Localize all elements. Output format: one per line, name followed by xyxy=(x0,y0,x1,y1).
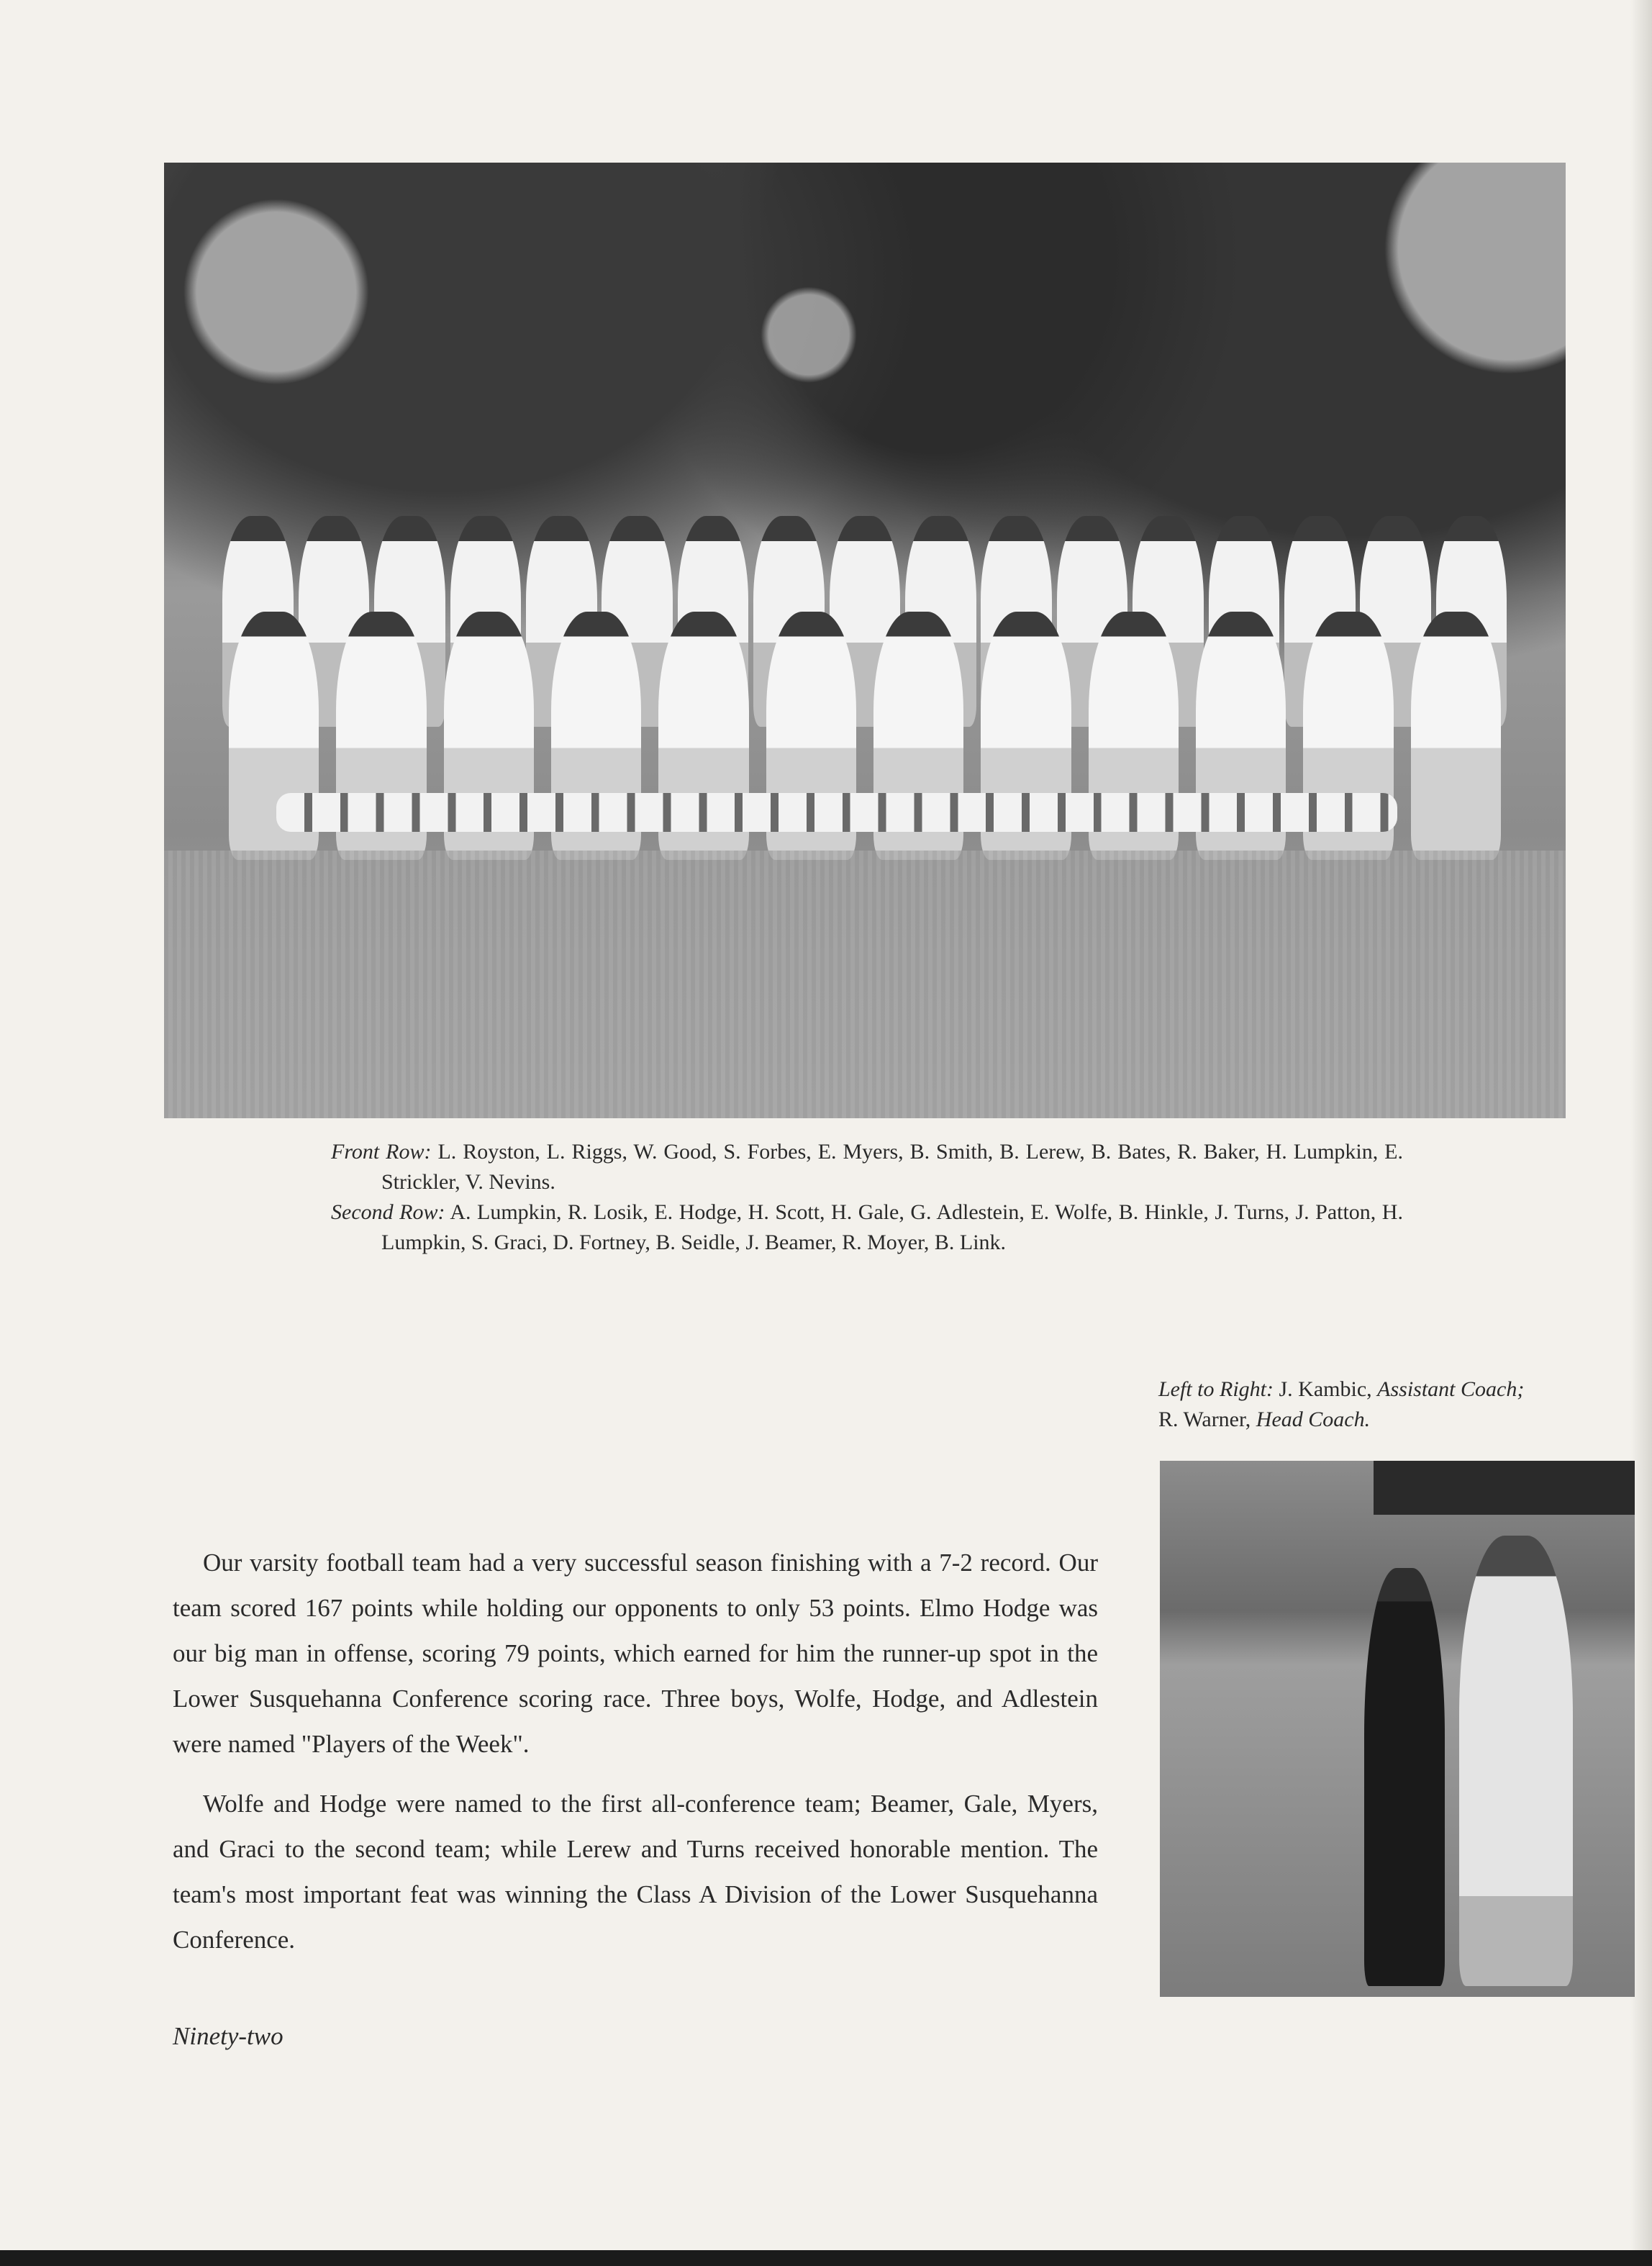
article-body xyxy=(173,1540,1098,1977)
second-row-label: Second Row: xyxy=(331,1200,445,1224)
helmets-row xyxy=(276,793,1397,831)
coach-photo-caption xyxy=(1158,1374,1619,1435)
second-row-caption xyxy=(331,1197,1403,1258)
coach-role-2: Head Coach. xyxy=(1256,1408,1371,1431)
coach-role-1: Assistant Coach; xyxy=(1377,1377,1525,1401)
front-row-names: L. Royston, L. Riggs, W. Good, S. Forbes, E. Myers, B. Smith, B. Lerew, B. Bates, R. Baker, H. Lumpkin, E. Strickler, V. Nevins. xyxy=(381,1140,1404,1194)
player xyxy=(1411,612,1501,860)
photo-grass xyxy=(164,851,1566,1118)
coach-name-1: J. Kambic, xyxy=(1279,1377,1372,1401)
scoreboard xyxy=(1374,1461,1635,1515)
coach-caption-line-2 xyxy=(1158,1405,1619,1435)
page-number: Ninety-two xyxy=(173,2022,283,2050)
coach-caption-line-1 xyxy=(1158,1374,1619,1405)
second-row-names: A. Lumpkin, R. Losik, E. Hodge, H. Scott, H. Gale, G. Adlestein, E. Wolfe, B. Hinkle, J. Turns, J. Patton, H. Lumpkin, S. Graci, D. Fortney, B. Seidle, J. Beamer, R. Moyer, B. Link. xyxy=(381,1200,1403,1254)
coach-name-2: R. Warner, xyxy=(1158,1408,1251,1431)
body-paragraph-2: Wolfe and Hodge were named to the first all-conference team; Beamer, Gale, Myers, and Graci to the second team; while Lerew and Turns received honorable mention. The team's most important feat was winning the Class A Division of the Lower Susquehanna Conference. xyxy=(173,1790,1098,1954)
front-row-caption xyxy=(331,1137,1403,1197)
coach-photo xyxy=(1160,1461,1635,1997)
front-row-label: Front Row: xyxy=(331,1140,432,1164)
coach-caption-lead: Left to Right: xyxy=(1158,1377,1274,1401)
team-photo-caption xyxy=(331,1137,1403,1258)
head-coach-figure xyxy=(1459,1536,1573,1986)
assistant-coach-figure xyxy=(1364,1568,1445,1986)
body-paragraph-1: Our varsity football team had a very successful season finishing with a 7-2 record. Our team scored 167 points while holding our opponents to only 53 points. Elmo Hodge was our big man in offense, scoring 79 points, which earned for him the runner-up spot in the Lower Susquehanna Conference scoring race. Three boys, Wolfe, Hodge, and Adlestein were named "Players of the Week". xyxy=(173,1549,1098,1758)
bottom-scan-edge xyxy=(0,2250,1652,2266)
team-photo xyxy=(164,163,1566,1118)
